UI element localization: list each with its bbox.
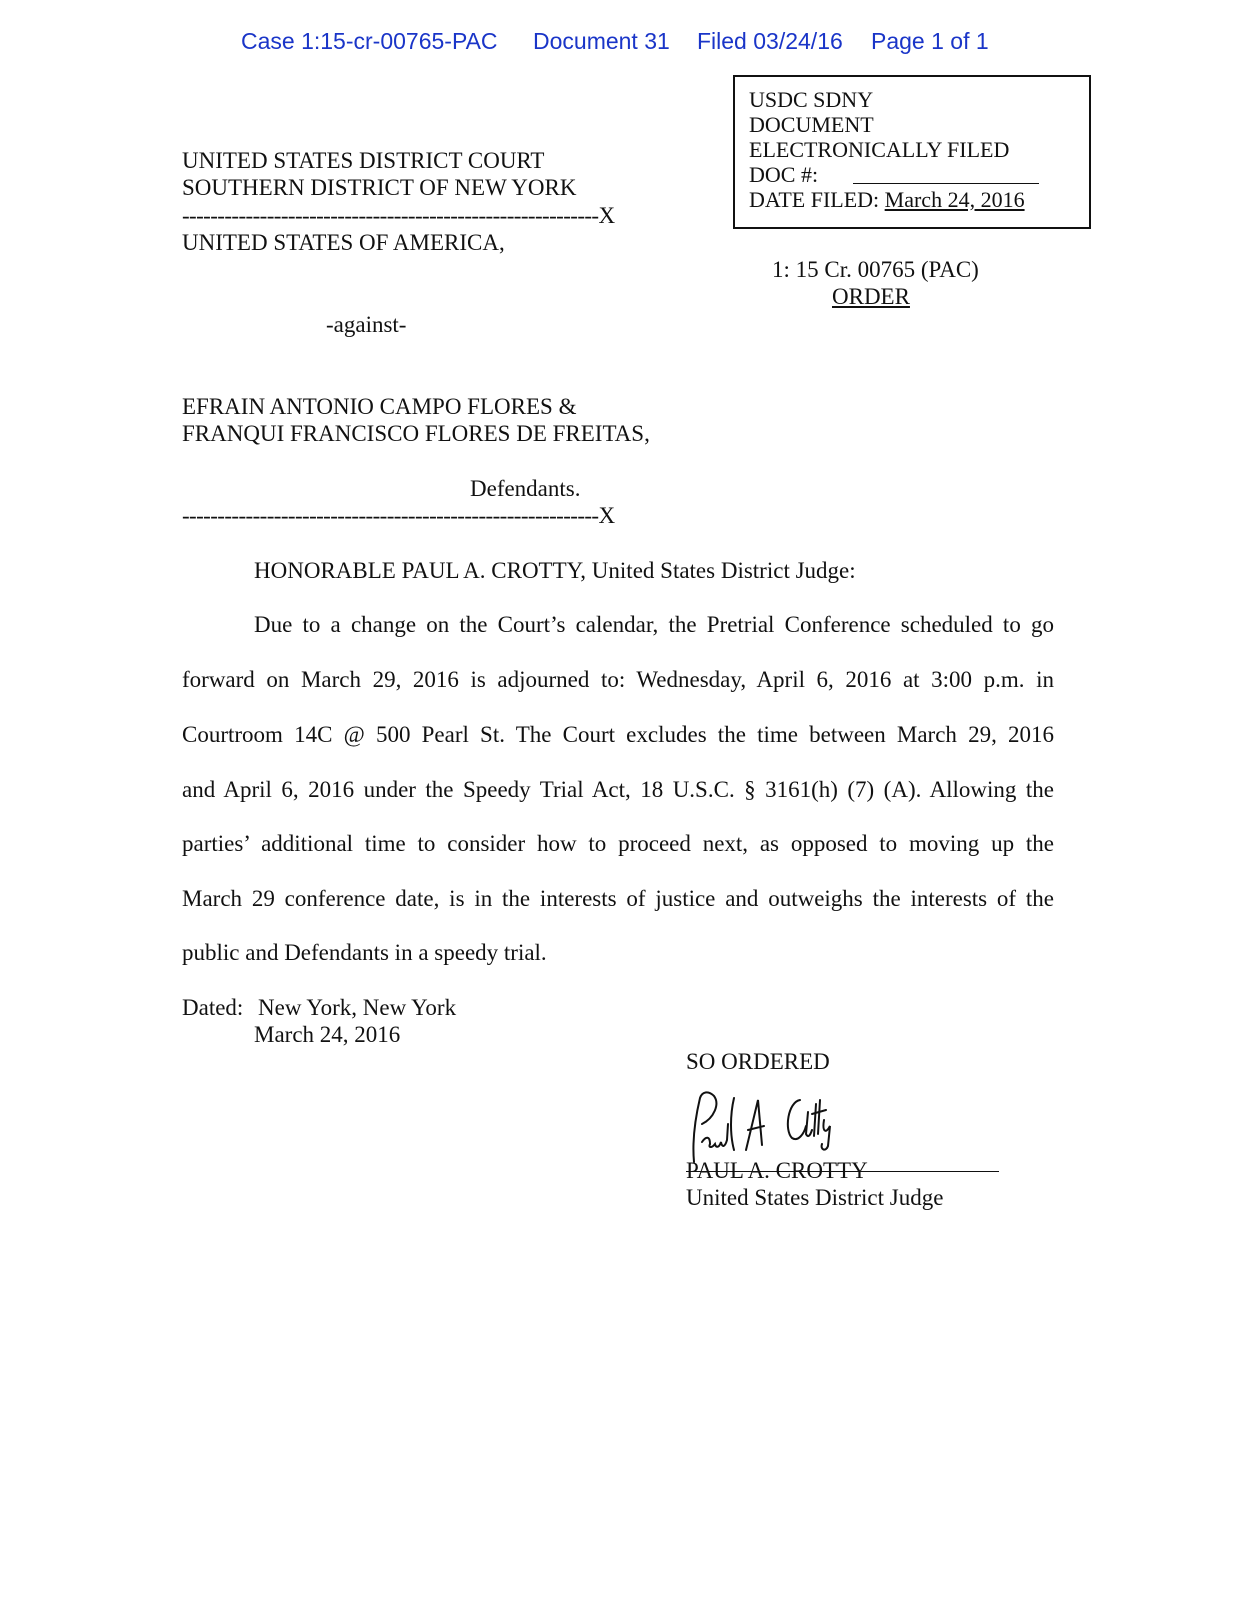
filed-box-usdc: USDC SDNY [749, 87, 874, 112]
header-case-number: Case 1:15-cr-00765-PAC [241, 28, 498, 54]
defendant-line2: FRANQUI FRANCISCO FLORES DE FREITAS, [182, 421, 650, 446]
against-label: -against- [326, 312, 407, 337]
case-number: 1: 15 Cr. 00765 (PAC) [772, 257, 979, 282]
header-filed-date: Filed 03/24/16 [697, 28, 843, 54]
doc-number-label: DOC #: [749, 162, 819, 187]
so-ordered-label: SO ORDERED [686, 1049, 830, 1074]
body-paragraph-line: parties’ additional time to consider how to proceed next, as opposed to moving up the [182, 831, 1054, 856]
order-title: ORDER [832, 284, 910, 309]
defendant-line1: EFRAIN ANTONIO CAMPO FLORES & [182, 394, 577, 419]
dated-place: New York, New York [258, 995, 457, 1020]
body-paragraph-line: Courtroom 14C @ 500 Pearl St. The Court excludes the time between March 29, 2016 [182, 722, 1054, 747]
caption-divider-bottom: -----------------------------------------------------------X [182, 503, 615, 528]
dated-label: Dated: [182, 995, 244, 1020]
date-filed-label: DATE FILED: [749, 187, 880, 212]
plaintiff-name: UNITED STATES OF AMERICA, [182, 230, 505, 255]
body-paragraph-line: public and Defendants in a speedy trial. [182, 940, 547, 965]
filed-box-doc-number [749, 162, 818, 188]
court-name-line2: SOUTHERN DISTRICT OF NEW YORK [182, 175, 577, 200]
judge-salutation: HONORABLE PAUL A. CROTTY, United States District Judge: [254, 558, 856, 583]
header-page-count: Page 1 of 1 [871, 28, 989, 54]
header-document-number: Document 31 [533, 28, 670, 54]
filed-box-date-filed [749, 187, 1025, 213]
filed-box-electronically-filed: ELECTRONICALLY FILED [749, 137, 1010, 162]
court-name-line1: UNITED STATES DISTRICT COURT [182, 148, 545, 173]
body-paragraph-line: Due to a change on the Court’s calendar, the Pretrial Conference scheduled to go [254, 612, 1054, 637]
dated-date: March 24, 2016 [254, 1022, 401, 1047]
date-filed-value: March 24, 2016 [884, 187, 1025, 212]
judge-title: United States District Judge [686, 1185, 944, 1210]
defendants-label: Defendants. [470, 476, 581, 501]
judge-name: PAUL A. CROTTY [686, 1158, 868, 1183]
filed-box-document: DOCUMENT [749, 112, 874, 137]
caption-divider-top: -----------------------------------------------------------X [182, 203, 615, 228]
doc-number-blank-line [853, 182, 1039, 184]
body-paragraph-line: forward on March 29, 2016 is adjourned to: Wednesday, April 6, 2016 at 3:00 p.m. in [182, 667, 1054, 692]
electronic-filing-stamp [733, 75, 1091, 229]
ecf-header [0, 28, 1236, 58]
body-paragraph-line: March 29 conference date, is in the interests of justice and outweighs the interests of the [182, 886, 1054, 911]
body-paragraph-line: and April 6, 2016 under the Speedy Trial Act, 18 U.S.C. § 3161(h) (7) (A). Allowing the [182, 777, 1054, 802]
